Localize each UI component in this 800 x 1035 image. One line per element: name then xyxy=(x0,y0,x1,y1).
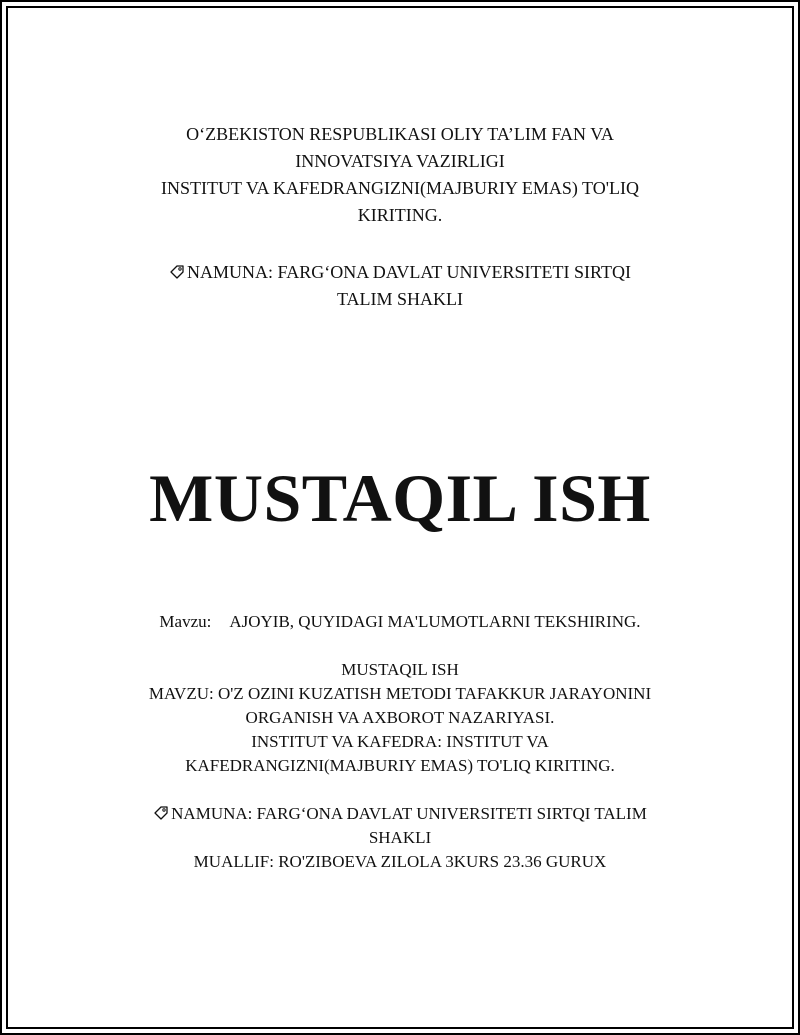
spacer xyxy=(60,778,740,802)
details-line: ORGANISH VA AXBOROT NAZARIYASI. xyxy=(245,708,555,727)
document-title: MUSTAQIL ISH xyxy=(149,460,651,536)
header-line: KIRITING. xyxy=(357,205,443,225)
header-line: O‘ZBEKISTON RESPUBLIKASI OLIY TA’LIM FAN VA xyxy=(186,124,614,144)
tag-icon xyxy=(169,264,185,280)
header-line: INSTITUT VA KAFEDRANGIZNI(MAJBURIY EMAS) TO'LIQ xyxy=(161,178,639,198)
details-line: MUSTAQIL ISH xyxy=(341,660,459,679)
topic-label: Mavzu: xyxy=(159,612,212,631)
details-sample-line: SHAKLI xyxy=(368,828,432,847)
author-line: MUALLIF: RO'ZIBOEVA ZILOLA 3KURS 23.36 GURUX xyxy=(193,852,607,871)
topic-value: AJOYIB, QUYIDAGI MA'LUMOTLARNI TEKSHIRING. xyxy=(229,612,641,631)
tag-icon xyxy=(153,805,169,821)
details-line: KAFEDRANGIZNI(MAJBURIY EMAS) TO'LIQ KIRITING. xyxy=(185,756,615,775)
details-sample-text: NAMUNA: FARG‘ONA DAVLAT UNIVERSITETI SIRTQI TALIM xyxy=(171,804,647,823)
work-details xyxy=(60,658,740,874)
sample-line: TALIM SHAKLI xyxy=(336,289,464,309)
header-line: INNOVATSIYA VAZIRLIGI xyxy=(295,151,505,171)
details-line: INSTITUT VA KAFEDRA: INSTITUT VA xyxy=(251,732,549,751)
sample-note xyxy=(60,259,740,313)
sample-line xyxy=(60,259,740,286)
ministry-header xyxy=(60,121,740,229)
details-sample-line xyxy=(60,802,740,826)
sample-line-text: NAMUNA: FARG‘ONA DAVLAT UNIVERSITETI SIRTQI xyxy=(187,262,631,282)
details-line: MAVZU: O'Z OZINI KUZATISH METODI TAFAKKUR JARAYONINI xyxy=(148,684,652,703)
topic-line xyxy=(40,610,760,634)
